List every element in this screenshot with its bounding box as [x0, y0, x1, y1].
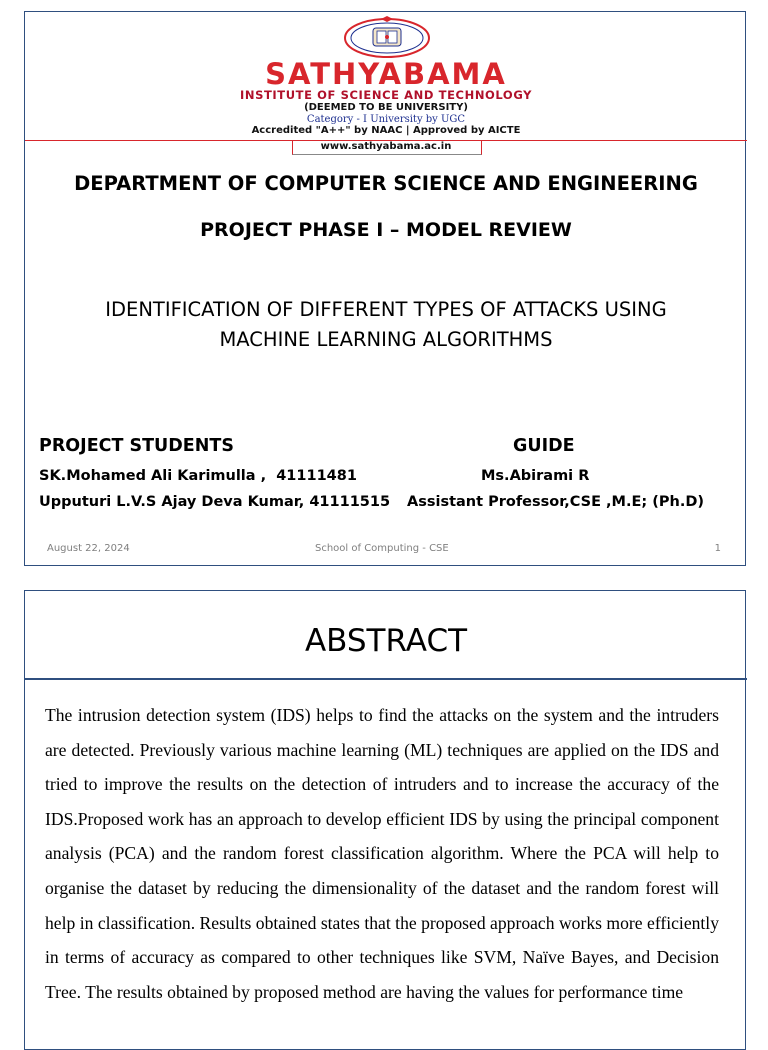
- student-entry: SK.Mohamed Ali Karimulla , 41111481: [39, 468, 357, 484]
- footer-date: August 22, 2024: [47, 543, 130, 554]
- students-heading: PROJECT STUDENTS: [39, 436, 234, 456]
- heading-divider: [25, 678, 747, 680]
- institution-accreditation: Accredited "A++" by NAAC | Approved by AICTE: [251, 125, 521, 136]
- guide-name: Ms.Abirami R: [481, 468, 590, 484]
- title-slide: [24, 11, 746, 566]
- project-title: IDENTIFICATION OF DIFFERENT TYPES OF ATTACKS USING MACHINE LEARNING ALGORITHMS: [105, 298, 667, 351]
- department-heading: DEPARTMENT OF COMPUTER SCIENCE AND ENGINEERING: [74, 172, 698, 195]
- institution-deemed-status: (DEEMED TO BE UNIVERSITY): [304, 102, 468, 113]
- university-emblem-icon: [343, 16, 431, 58]
- institution-url: www.sathyabama.ac.in: [320, 141, 452, 152]
- abstract-slide: [24, 590, 746, 1050]
- abstract-body: The intrusion detection system (IDS) helps to find the attacks on the system and the intruders are detected. Previously various machine learning (ML) techniques are applied on the IDS and tried to improve the results on the detection of intruders and to increase the accuracy of the IDS.Proposed work has an approach to develop efficient IDS by using the principal component analysis (PCA) and the random forest classification algorithm. Where the PCA will help to organise the dataset by reducing the dimensionality of the dataset and the random forest will help in classification. Results obtained states that the proposed approach works more efficiently in terms of accuracy as compared to other techniques like SVM, Naïve Bayes, and Decision Tree. The results obtained by proposed method are having the values for performance time: [45, 705, 719, 1002]
- institution-logo-name: SATHYABAMA: [265, 57, 507, 91]
- institution-logo-subtitle: INSTITUTE OF SCIENCE AND TECHNOLOGY: [239, 88, 533, 102]
- guide-heading: GUIDE: [513, 436, 575, 456]
- footer-page-number: 1: [714, 543, 721, 554]
- institution-category: Category - I University by UGC: [306, 114, 466, 125]
- footer-school: School of Computing - CSE: [315, 543, 449, 554]
- student-entry: Upputuri L.V.S Ajay Deva Kumar, 41111515: [39, 494, 391, 510]
- phase-heading: PROJECT PHASE I – MODEL REVIEW: [200, 219, 572, 241]
- guide-designation: Assistant Professor,CSE ,M.E; (Ph.D): [407, 494, 704, 510]
- abstract-heading: ABSTRACT: [304, 623, 468, 659]
